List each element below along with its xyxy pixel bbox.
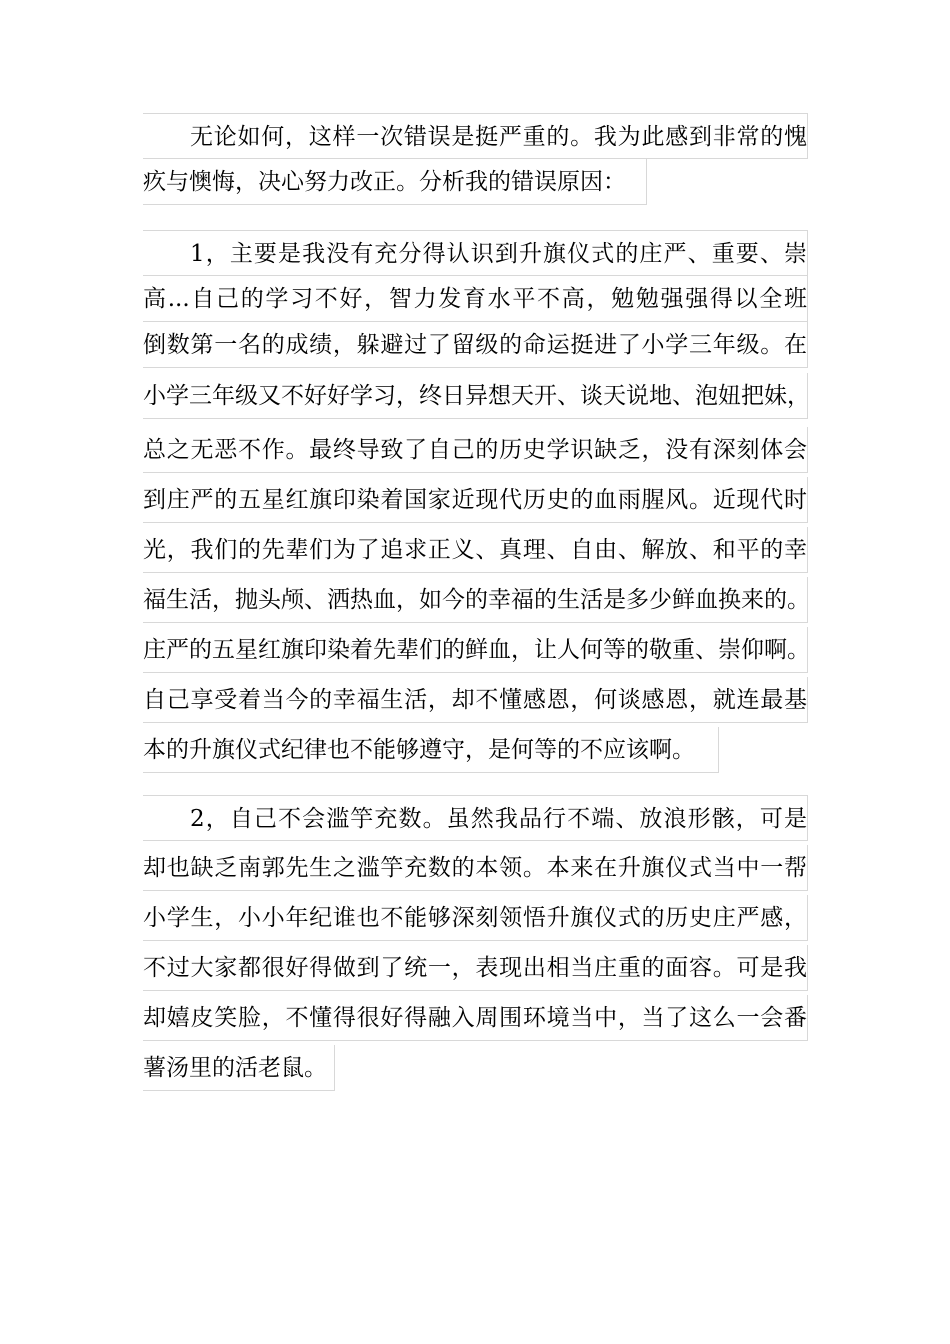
- paragraph-2-line-1: 1，主要是我没有充分得认识到升旗仪式的庄严、重要、崇: [143, 230, 808, 276]
- paragraph-2-line-11: 本的升旗仪式纪律也不能够遵守，是何等的不应该啊。: [143, 727, 719, 773]
- paragraph-3-line-6: 薯汤里的活老鼠。: [143, 1045, 335, 1091]
- paragraph-2-line-5: 总之无恶不作。最终导致了自己的历史学识缺乏，没有深刻体会: [143, 427, 808, 473]
- paragraph-2-line-3: 倒数第一名的成绩，躲避过了留级的命运挺进了小学三年级。在: [143, 322, 808, 368]
- paragraph-2-line-10: 自己享受着当今的幸福生活，却不懂感恩，何谈感恩，就连最基: [143, 677, 808, 723]
- paragraph-3-line-4: 不过大家都很好得做到了统一，表现出相当庄重的面容。可是我: [143, 945, 808, 991]
- paragraph-3-line-1: 2，自己不会滥竽充数。虽然我品行不端、放浪形骸，可是: [143, 795, 808, 841]
- paragraph-3-line-5: 却嬉皮笑脸，不懂得很好得融入周围环境当中，当了这么一会番: [143, 995, 808, 1041]
- paragraph-2-line-7: 光，我们的先辈们为了追求正义、真理、自由、解放、和平的幸: [143, 527, 808, 573]
- paragraph-1-line-2: 疚与懊悔，决心努力改正。分析我的错误原因：: [143, 159, 647, 205]
- paragraph-3-line-2: 却也缺乏南郭先生之滥竽充数的本领。本来在升旗仪式当中一帮: [143, 845, 808, 891]
- paragraph-2-line-4: 小学三年级又不好好学习，终日异想天开、谈天说地、泡妞把妹，: [143, 373, 808, 419]
- paragraph-2-line-9: 庄严的五星红旗印染着先辈们的鲜血，让人何等的敬重、崇仰啊。: [143, 627, 808, 673]
- paragraph-2-line-8: 福生活，抛头颅、洒热血，如今的幸福的生活是多少鲜血换来的。: [143, 577, 808, 623]
- paragraph-1-line-1: 无论如何，这样一次错误是挺严重的。我为此感到非常的愧: [143, 113, 808, 159]
- paragraph-2-line-6: 到庄严的五星红旗印染着国家近现代历史的血雨腥风。近现代时: [143, 477, 808, 523]
- paragraph-3-line-3: 小学生，小小年纪谁也不能够深刻领悟升旗仪式的历史庄严感，: [143, 895, 808, 941]
- paragraph-2-line-2: 高...自己的学习不好，智力发育水平不高，勉勉强强得以全班: [143, 276, 808, 322]
